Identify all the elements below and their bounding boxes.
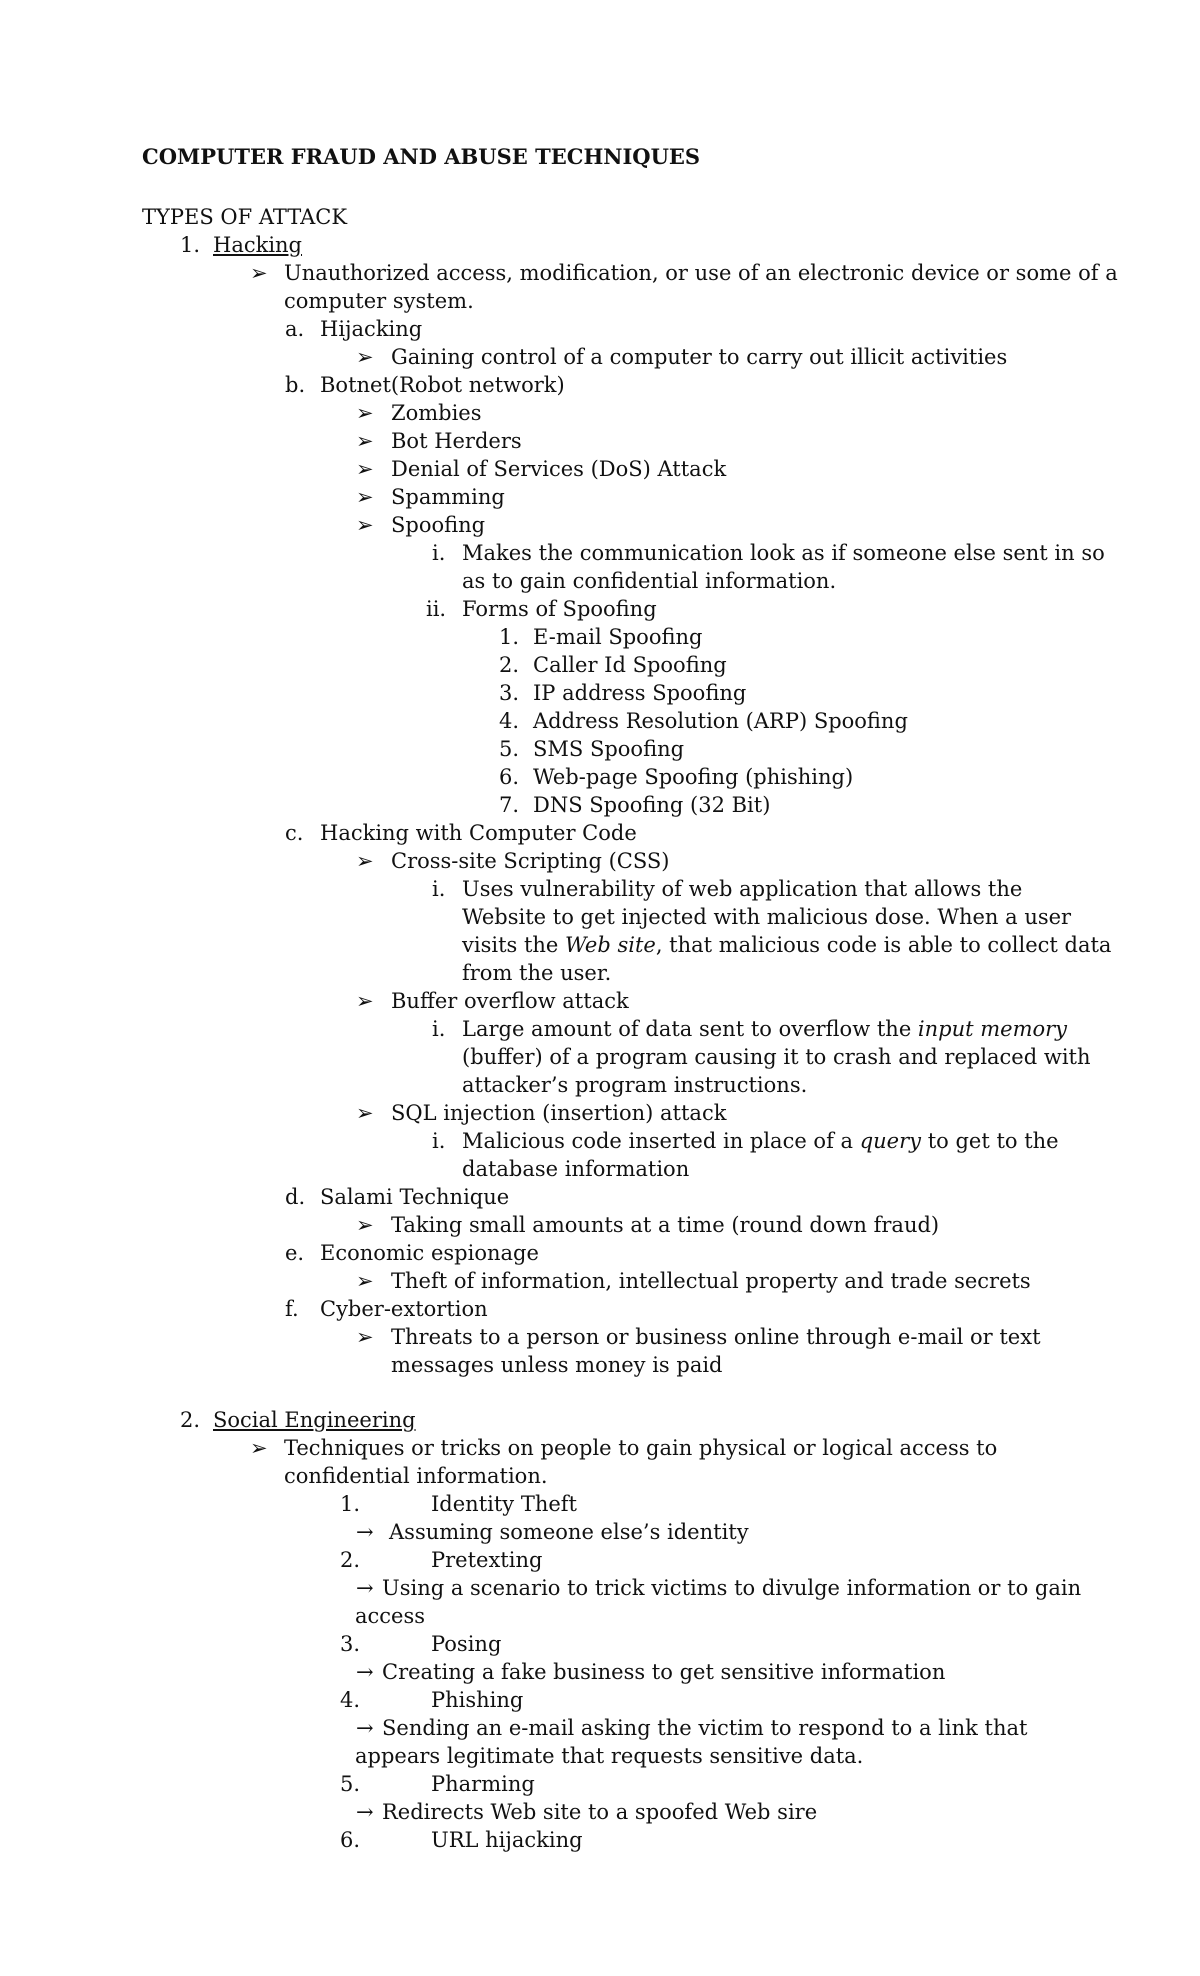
list-letter: f.	[285, 1297, 299, 1321]
css-description-cont	[462, 931, 1111, 959]
arrowhead-bullet-icon: ➢	[250, 1436, 268, 1460]
list-number: 6.	[499, 765, 520, 789]
section-hacking-heading: Hacking	[213, 233, 303, 257]
botnet-heading: Botnet(Robot network)	[320, 373, 565, 397]
identity-theft-description: Assuming someone else’s identity	[389, 1520, 749, 1544]
buffer-italic-term: input memory	[917, 1017, 1068, 1041]
list-number: 7.	[499, 793, 520, 817]
spoofing-forms-heading: Forms of Spoofing	[462, 597, 657, 621]
arrowhead-bullet-icon: ➢	[356, 1325, 374, 1349]
css-description: Uses vulnerability of web application that allows the	[462, 877, 1023, 901]
spoofing-form-item: IP address Spoofing	[533, 681, 747, 705]
spoofing-form-item: Caller Id Spoofing	[533, 653, 727, 677]
section-social-engineering-heading: Social Engineering	[213, 1408, 416, 1432]
computer-code-heading: Hacking with Computer Code	[320, 821, 637, 845]
list-number: 4.	[340, 1688, 361, 1712]
social-definition: Techniques or tricks on people to gain physical or logical access to	[284, 1436, 998, 1460]
list-letter: d.	[285, 1185, 306, 1209]
css-text: visits the	[462, 933, 566, 957]
sql-italic-term: query	[859, 1129, 922, 1153]
list-letter: c.	[285, 821, 304, 845]
spoofing-form-item: E-mail Spoofing	[533, 625, 703, 649]
buffer-description-cont: attacker’s program instructions.	[462, 1073, 808, 1097]
hacking-definition-cont: computer system.	[284, 289, 474, 313]
botnet-item-bot-herders: Bot Herders	[391, 429, 522, 453]
pretexting-description-cont: access	[355, 1604, 426, 1628]
arrowhead-bullet-icon: ➢	[356, 1101, 374, 1125]
sql-injection-heading: SQL injection (insertion) attack	[391, 1101, 727, 1125]
pretexting-heading: Pretexting	[431, 1548, 543, 1572]
css-description-cont: from the user.	[462, 961, 612, 985]
social-definition-cont: confidential information.	[284, 1464, 548, 1488]
hijacking-heading: Hijacking	[320, 317, 423, 341]
css-description-cont: Website to get injected with malicious dose. When a user	[462, 905, 1072, 929]
list-number: 2.	[499, 653, 520, 677]
extortion-heading: Cyber-extortion	[320, 1297, 488, 1321]
phishing-description-cont: appears legitimate that requests sensitive data.	[355, 1744, 864, 1768]
posing-heading: Posing	[431, 1632, 502, 1656]
salami-heading: Salami Technique	[320, 1185, 510, 1209]
identity-theft-heading: Identity Theft	[431, 1492, 577, 1516]
pharming-heading: Pharming	[431, 1772, 535, 1796]
botnet-item-dos: Denial of Services (DoS) Attack	[391, 457, 727, 481]
css-italic-term: Web site	[565, 933, 656, 957]
list-number: 1.	[499, 625, 520, 649]
css-text: , that malicious code is able to collect data	[655, 933, 1112, 957]
arrowhead-bullet-icon: ➢	[356, 429, 374, 453]
sql-description	[462, 1127, 1059, 1155]
arrowhead-bullet-icon: ➢	[356, 849, 374, 873]
list-roman: i.	[432, 877, 446, 901]
sql-text: to get to the	[921, 1129, 1059, 1153]
list-number: 5.	[340, 1772, 361, 1796]
salami-description: Taking small amounts at a time (round down fraud)	[391, 1213, 940, 1237]
url-hijacking-heading: URL hijacking	[431, 1828, 583, 1852]
spoofing-definition-cont: as to gain confidential information.	[462, 569, 837, 593]
extortion-description-cont: messages unless money is paid	[391, 1353, 723, 1377]
botnet-item-spoofing: Spoofing	[391, 513, 486, 537]
list-number: 5.	[499, 737, 520, 761]
arrowhead-bullet-icon: ➢	[250, 261, 268, 285]
list-number: 3.	[340, 1632, 361, 1656]
hijacking-description: Gaining control of a computer to carry out illicit activities	[391, 345, 1008, 369]
hacking-definition: Unauthorized access, modification, or use of an electronic device or some of a	[284, 261, 1118, 285]
arrowhead-bullet-icon: ➢	[356, 1213, 374, 1237]
list-letter: e.	[285, 1241, 305, 1265]
document-title: COMPUTER FRAUD AND ABUSE TECHNIQUES	[142, 144, 701, 169]
list-roman: i.	[432, 1017, 446, 1041]
list-roman: ii.	[426, 597, 447, 621]
buffer-description-cont: (buffer) of a program causing it to crash and replaced with	[462, 1045, 1091, 1069]
right-arrow-icon: →	[356, 1716, 374, 1740]
spoofing-form-item: DNS Spoofing (32 Bit)	[533, 793, 771, 817]
extortion-description: Threats to a person or business online through e-mail or text	[391, 1325, 1041, 1349]
sql-description-cont: database information	[462, 1157, 690, 1181]
phishing-heading: Phishing	[431, 1688, 524, 1712]
spoofing-form-item: Address Resolution (ARP) Spoofing	[533, 709, 908, 733]
css-heading: Cross-site Scripting (CSS)	[391, 849, 670, 873]
espionage-heading: Economic espionage	[320, 1241, 539, 1265]
list-number: 2.	[340, 1548, 361, 1572]
buffer-text: Large amount of data sent to overflow the	[462, 1017, 918, 1041]
right-arrow-icon: →	[356, 1576, 374, 1600]
list-number: 1.	[340, 1492, 361, 1516]
botnet-item-spamming: Spamming	[391, 485, 505, 509]
list-number: 6.	[340, 1828, 361, 1852]
arrowhead-bullet-icon: ➢	[356, 485, 374, 509]
spoofing-form-item: SMS Spoofing	[533, 737, 685, 761]
spoofing-definition: Makes the communication look as if someone else sent in so	[462, 541, 1105, 565]
list-letter: b.	[285, 373, 306, 397]
list-number: 4.	[499, 709, 520, 733]
types-heading: TYPES OF ATTACK	[142, 205, 348, 229]
arrowhead-bullet-icon: ➢	[356, 513, 374, 537]
posing-description: Creating a fake business to get sensitive information	[382, 1660, 946, 1684]
pretexting-description: Using a scenario to trick victims to divulge information or to gain	[382, 1576, 1082, 1600]
list-roman: i.	[432, 541, 446, 565]
right-arrow-icon: →	[356, 1800, 374, 1824]
arrowhead-bullet-icon: ➢	[356, 401, 374, 425]
buffer-description	[462, 1015, 1067, 1043]
right-arrow-icon: →	[356, 1520, 374, 1544]
right-arrow-icon: →	[356, 1660, 374, 1684]
sql-text: Malicious code inserted in place of a	[462, 1129, 860, 1153]
list-number: 3.	[499, 681, 520, 705]
espionage-description: Theft of information, intellectual property and trade secrets	[391, 1269, 1031, 1293]
list-roman: i.	[432, 1129, 446, 1153]
list-number: 2.	[180, 1408, 201, 1432]
pharming-description: Redirects Web site to a spoofed Web sire	[382, 1800, 818, 1824]
spoofing-form-item: Web-page Spoofing (phishing)	[533, 765, 854, 789]
arrowhead-bullet-icon: ➢	[356, 345, 374, 369]
buffer-overflow-heading: Buffer overflow attack	[391, 989, 629, 1013]
arrowhead-bullet-icon: ➢	[356, 457, 374, 481]
phishing-description: Sending an e-mail asking the victim to respond to a link that	[382, 1716, 1028, 1740]
arrowhead-bullet-icon: ➢	[356, 989, 374, 1013]
botnet-item-zombies: Zombies	[391, 401, 482, 425]
list-number: 1.	[180, 233, 201, 257]
arrowhead-bullet-icon: ➢	[356, 1269, 374, 1293]
list-letter: a.	[285, 317, 305, 341]
